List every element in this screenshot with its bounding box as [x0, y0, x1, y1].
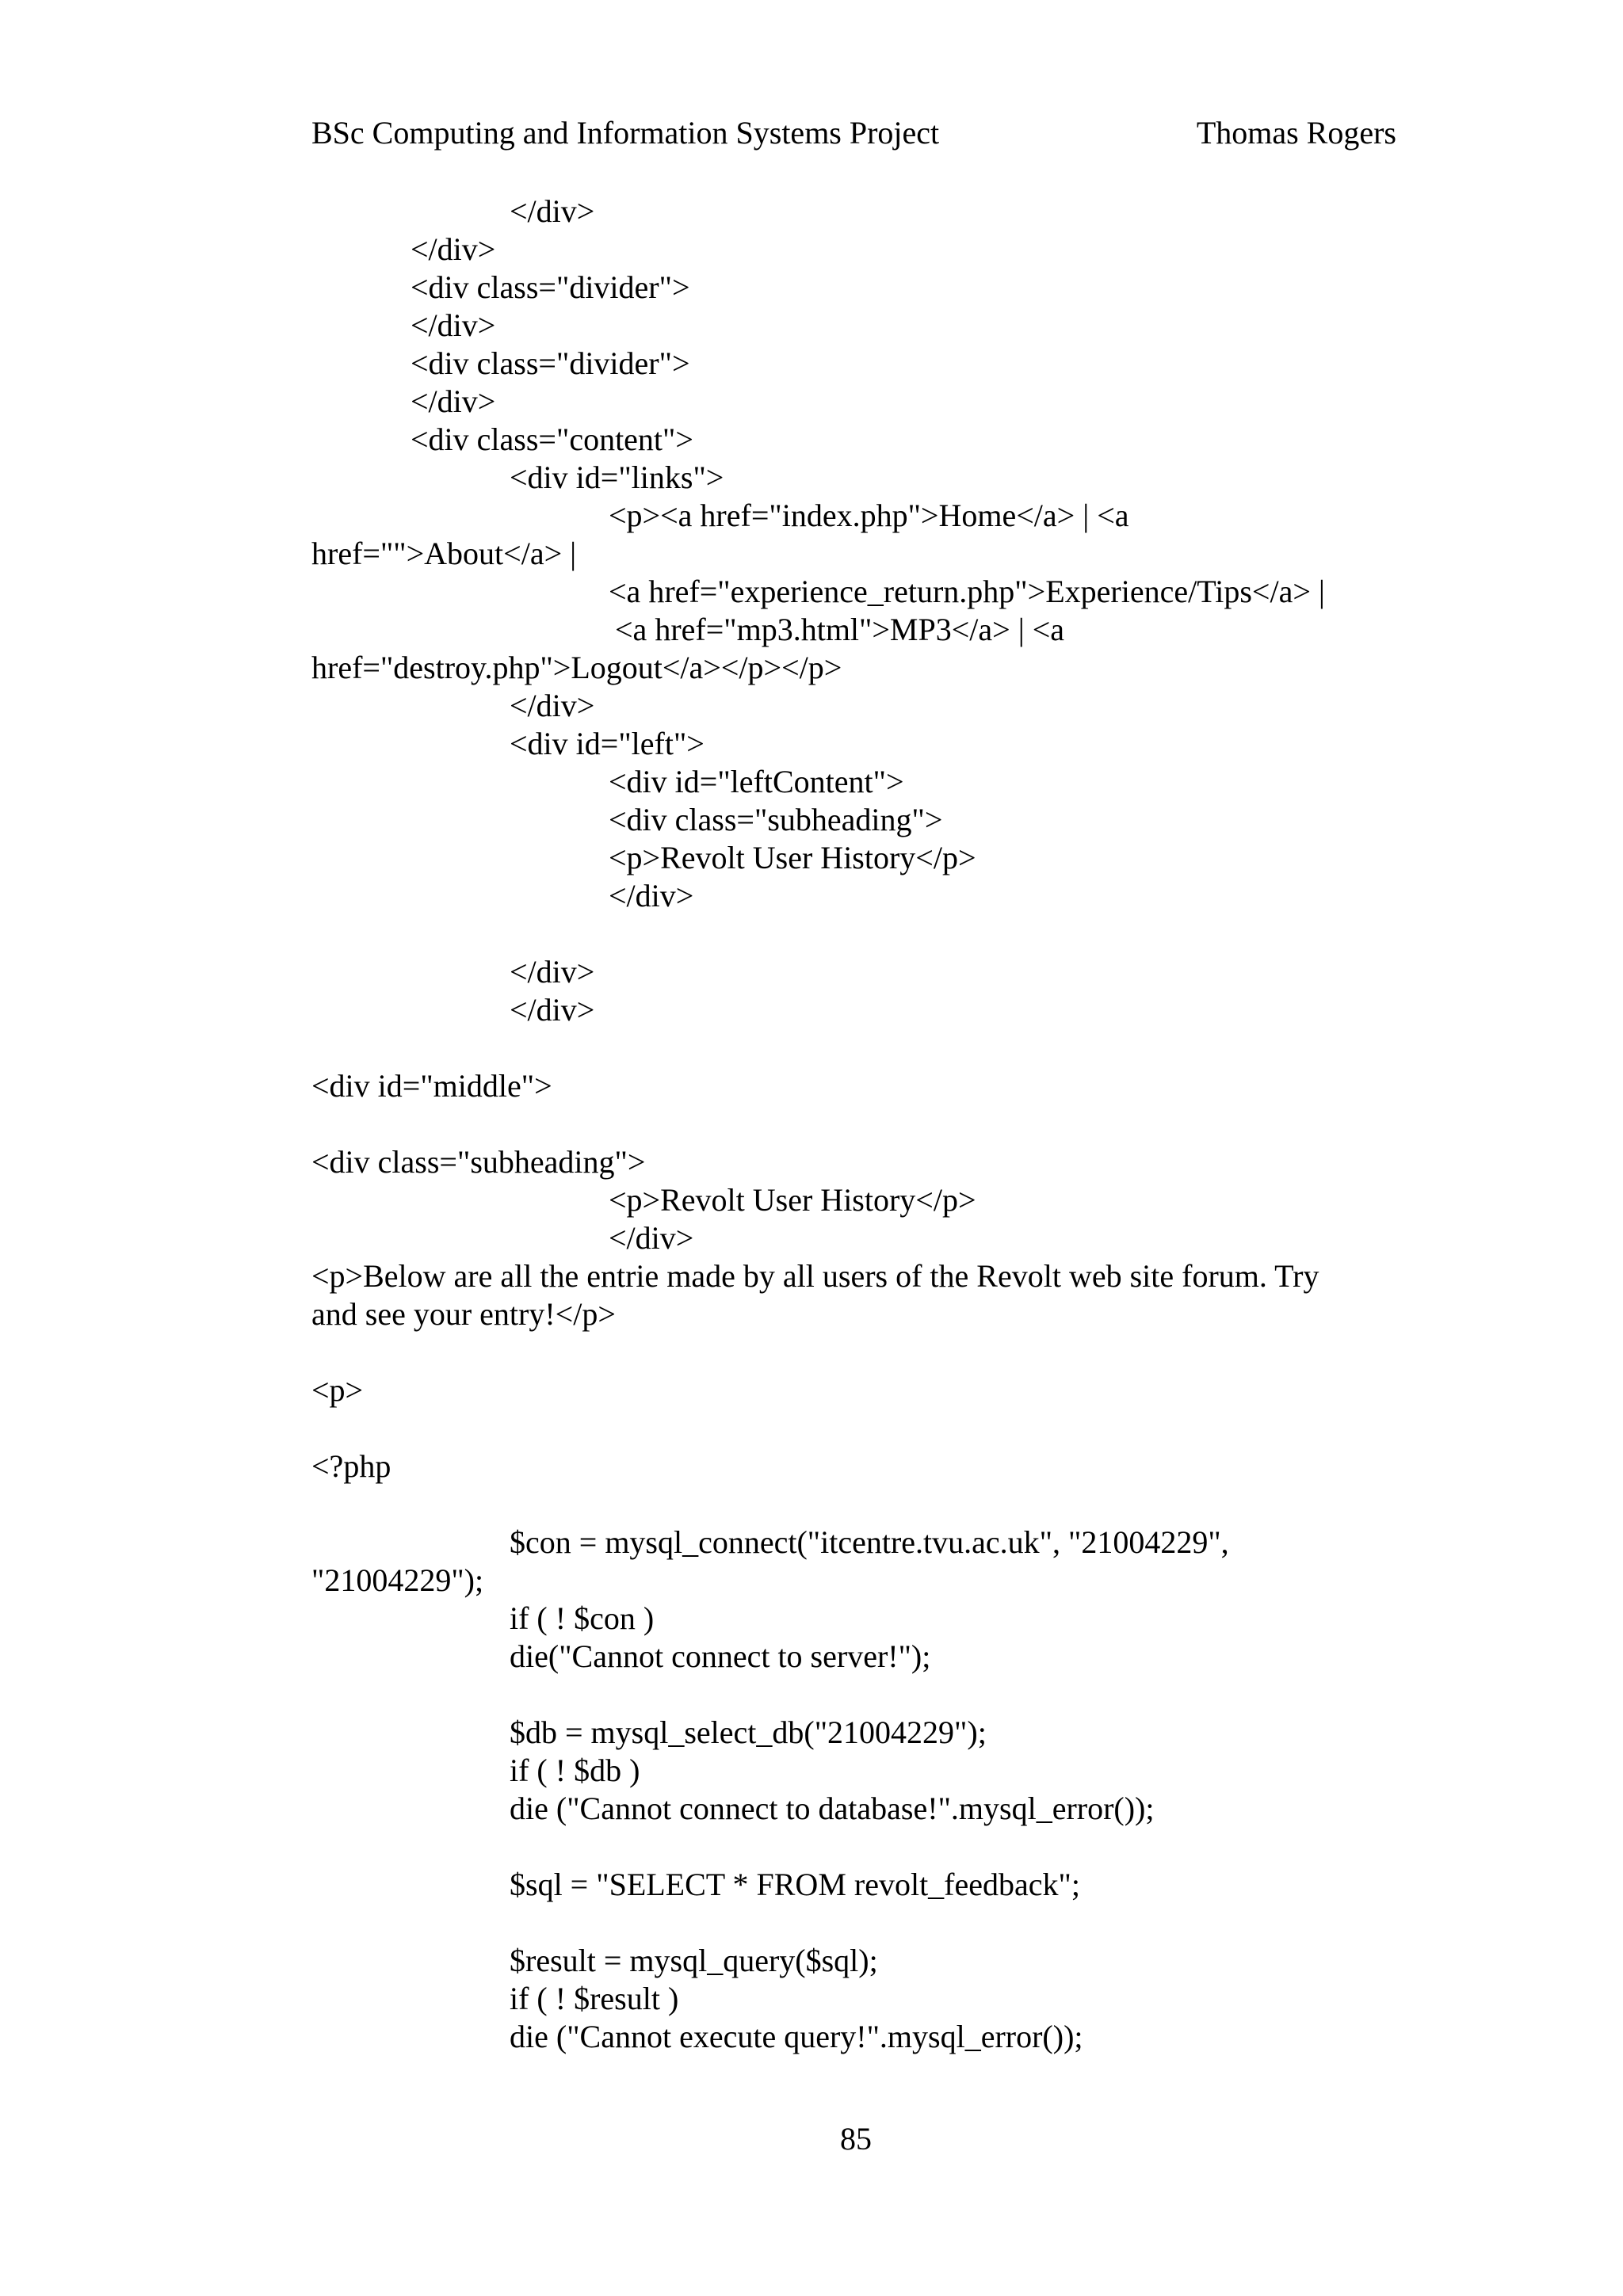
code-line: <div id="middle">	[311, 1068, 552, 1104]
blank-line	[311, 1029, 1413, 1067]
code-line: <p>Below are all the entrie made by all users of the Revolt web site forum. Try	[311, 1258, 1319, 1294]
code-line: <a href="mp3.html">MP3</a> | <a	[615, 612, 1065, 647]
blank-line	[311, 1904, 1413, 1942]
code-line: </div>	[510, 193, 595, 229]
code-line: </div>	[411, 383, 496, 419]
code-line: $con = mysql_connect("itcentre.tvu.ac.uk", "21004229",	[510, 1524, 1229, 1560]
code-line: </div>	[510, 954, 595, 990]
code-line: <p>Revolt User History</p>	[609, 840, 976, 875]
code-line: die ("Cannot connect to database!".mysql_error());	[510, 1791, 1155, 1826]
code-line: $db = mysql_select_db("21004229");	[510, 1714, 987, 1750]
code-line: <div class="divider">	[411, 269, 690, 305]
code-line: <div id="links">	[510, 460, 724, 495]
code-line: </div>	[411, 231, 496, 267]
code-line: <div class="subheading">	[311, 1144, 646, 1180]
code-line: <div class="subheading">	[609, 802, 943, 837]
code-line: </div>	[609, 878, 694, 913]
code-line: <div class="divider">	[411, 345, 690, 381]
blank-line	[311, 1409, 1413, 1447]
code-line: and see your entry!</p>	[311, 1296, 616, 1332]
code-line: </div>	[609, 1220, 694, 1256]
code-line: <p><a href="index.php">Home</a> | <a	[609, 498, 1129, 533]
blank-line	[311, 915, 1413, 953]
code-line: href="destroy.php">Logout</a></p></p>	[311, 650, 842, 685]
code-line: if ( ! $db )	[510, 1753, 640, 1788]
code-line: href="">About</a> |	[311, 536, 577, 571]
code-line: if ( ! $result )	[510, 1981, 679, 2016]
header-author: Thomas Rogers	[1196, 115, 1396, 151]
code-line: <p>Revolt User History</p>	[609, 1182, 976, 1218]
code-line: <div id="leftContent">	[609, 764, 904, 799]
code-line: </div>	[510, 688, 595, 723]
code-line: <p>	[311, 1372, 364, 1408]
code-line: die ("Cannot execute query!".mysql_error());	[510, 2019, 1083, 2054]
blank-line	[311, 1676, 1413, 1714]
code-line: </div>	[411, 307, 496, 343]
code-line: $sql = "SELECT * FROM revolt_feedback";	[510, 1867, 1080, 1902]
code-line: "21004229");	[311, 1562, 484, 1598]
code-line: <div class="content">	[411, 421, 693, 457]
code-listing	[311, 193, 1413, 2056]
code-line: <a href="experience_return.php">Experience/Tips</a> |	[609, 574, 1325, 609]
header-title: BSc Computing and Information Systems Project	[311, 115, 940, 151]
code-line: $result = mysql_query($sql);	[510, 1943, 878, 1978]
blank-line	[311, 1333, 1413, 1371]
blank-line	[311, 1105, 1413, 1143]
code-line: die("Cannot connect to server!");	[510, 1638, 931, 1674]
code-line: <?php	[311, 1448, 391, 1484]
code-line: if ( ! $con )	[510, 1600, 655, 1636]
code-line: </div>	[510, 992, 595, 1028]
blank-line	[311, 1828, 1413, 1866]
blank-line	[311, 1486, 1413, 1524]
page-number: 85	[840, 2121, 872, 2157]
code-line: <div id="left">	[510, 726, 705, 761]
